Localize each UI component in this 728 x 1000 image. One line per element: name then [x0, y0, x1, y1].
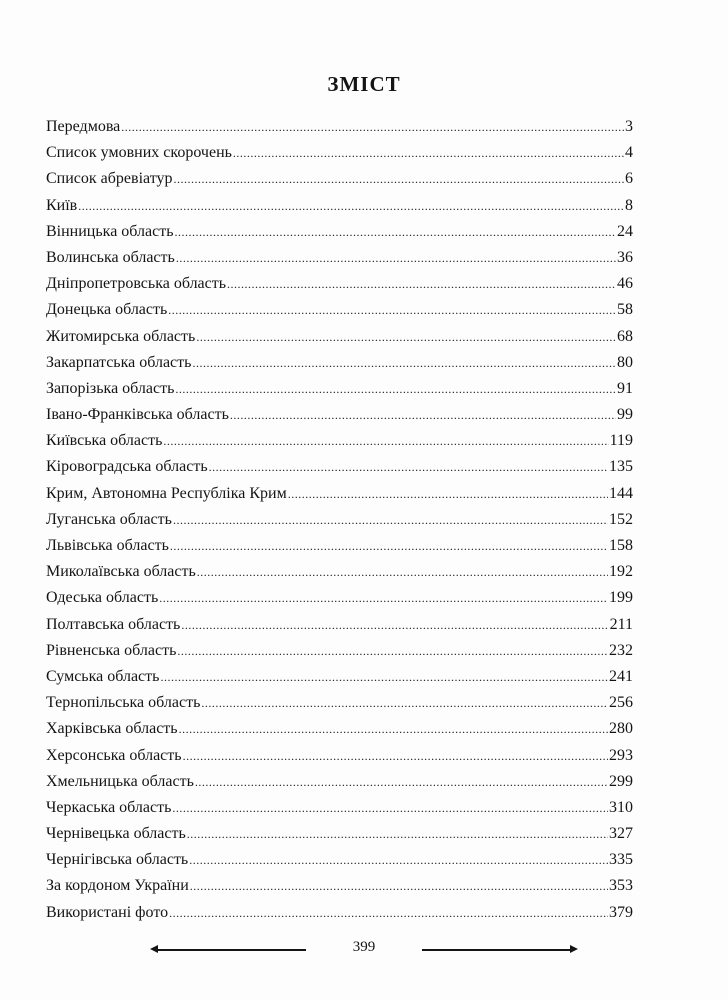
- dot-leader: [168, 297, 616, 323]
- toc-entry-page: 36: [617, 248, 633, 266]
- dot-leader: [169, 900, 608, 926]
- toc-entry-page: 299: [609, 772, 633, 790]
- toc-entry-label: Список умовних скорочень: [46, 144, 232, 162]
- footer-rule-right: [422, 949, 572, 951]
- toc-entry: [46, 769, 633, 795]
- dot-leader: [196, 324, 616, 350]
- toc-entry: [46, 245, 633, 271]
- dot-leader: [230, 402, 616, 428]
- toc-entry: [46, 900, 633, 926]
- toc-entry-label: Донецька область: [46, 301, 168, 319]
- toc-entry-label: Список абревіатур: [46, 170, 173, 188]
- toc-entry-page: 135: [609, 458, 633, 476]
- dot-leader: [183, 743, 608, 769]
- toc-entry-label: Київ: [46, 196, 78, 214]
- toc-entry: [46, 324, 633, 350]
- toc-entry-page: 144: [609, 484, 633, 502]
- toc-entry: [46, 743, 633, 769]
- toc-entry: [46, 481, 633, 507]
- toc-entry-page: 8: [625, 196, 633, 214]
- toc-entry-label: Сумська область: [46, 667, 160, 685]
- dot-leader: [227, 271, 616, 297]
- toc-entry: [46, 297, 633, 323]
- toc-entry: [46, 638, 633, 664]
- toc-entry: [46, 140, 633, 166]
- toc-entry: [46, 428, 633, 454]
- toc-entry: [46, 219, 633, 245]
- toc-entry-label: Одеська область: [46, 589, 159, 607]
- toc-entry-page: 241: [609, 667, 633, 685]
- toc-entry-label: За кордоном України: [46, 877, 189, 895]
- toc-entry-page: 256: [609, 694, 633, 712]
- toc-entry-page: 335: [609, 851, 633, 869]
- toc-entry-page: 4: [625, 144, 633, 162]
- toc-entry: [46, 533, 633, 559]
- toc-entry-label: Запорізька область: [46, 379, 175, 397]
- toc-entry-label: Миколаївська область: [46, 563, 196, 581]
- toc-entry: [46, 690, 633, 716]
- dot-leader: [163, 428, 608, 454]
- toc-entry-label: Крим, Автономна Республіка Крим: [46, 484, 287, 502]
- toc-entry: [46, 612, 633, 638]
- toc-entry-label: Хмельницька область: [46, 772, 194, 790]
- dot-leader: [177, 638, 608, 664]
- toc-entry-page: 3: [625, 118, 633, 135]
- toc-entry: [46, 376, 633, 402]
- toc-entry-label: Черкаська область: [46, 798, 172, 816]
- toc-entry-label: Кіровоградська область: [46, 458, 208, 476]
- dot-leader: [181, 612, 608, 638]
- toc-entry-page: 91: [617, 379, 633, 397]
- toc-entry-page: 46: [617, 275, 633, 293]
- dot-leader: [179, 716, 608, 742]
- dot-leader: [288, 481, 608, 507]
- toc-entry: [46, 821, 633, 847]
- toc-entry-label: Харківська область: [46, 720, 178, 738]
- dot-leader: [190, 873, 608, 899]
- toc-entry-label: Закарпатська область: [46, 353, 192, 371]
- toc-entry: [46, 559, 633, 585]
- dot-leader: [176, 245, 616, 271]
- toc-entry-page: 158: [609, 537, 633, 554]
- dot-leader: [189, 847, 608, 873]
- arrow-right-ornament: [570, 945, 578, 953]
- toc-entry-page: 192: [609, 563, 633, 581]
- toc-entry-page: 310: [609, 798, 633, 816]
- page-title: ЗМІСТ: [327, 72, 401, 96]
- toc-entry: [46, 716, 633, 742]
- toc-entry-page: 211: [609, 615, 633, 633]
- page-footer: [150, 938, 578, 962]
- toc-entry-label: Івано-Франківська область: [46, 406, 229, 424]
- toc-entry: [46, 795, 633, 821]
- dot-leader: [121, 114, 624, 140]
- toc-entry-label: Чернігівська область: [46, 851, 189, 869]
- dot-leader: [78, 193, 624, 219]
- toc-entry-label: Полтавська область: [46, 615, 181, 633]
- toc-entry: [46, 402, 633, 428]
- toc-entry-label: Херсонська область: [46, 746, 182, 764]
- toc-entry: [46, 585, 633, 611]
- toc-entry-page: 379: [609, 903, 633, 921]
- dot-leader: [201, 690, 608, 716]
- toc-entry-page: 327: [609, 825, 633, 843]
- toc-entry: [46, 664, 633, 690]
- toc-entry-page: 99: [617, 406, 633, 424]
- dot-leader: [175, 219, 616, 245]
- dot-leader: [172, 795, 608, 821]
- toc-entry-page: 80: [617, 353, 633, 371]
- toc-entry-page: 280: [609, 720, 633, 738]
- toc-entry: [46, 454, 633, 480]
- dot-leader: [170, 533, 608, 559]
- toc-entry-label: Чернівецька область: [46, 825, 186, 843]
- toc-entry-page: 232: [609, 641, 633, 659]
- dot-leader: [173, 166, 624, 192]
- page-number: 399: [352, 939, 376, 955]
- toc-entry-page: 199: [609, 589, 633, 607]
- toc-entry-page: 293: [609, 746, 633, 764]
- toc-entry-page: 6: [625, 170, 633, 188]
- toc-entry: [46, 193, 633, 219]
- toc-entry: [46, 114, 633, 140]
- toc-entry-label: Вінницька область: [46, 222, 174, 240]
- dot-leader: [233, 140, 624, 166]
- dot-leader: [197, 559, 608, 585]
- toc-entry-label: Волинська область: [46, 248, 175, 266]
- toc-entry: [46, 350, 633, 376]
- dot-leader: [175, 376, 616, 402]
- toc-entry-label: Використані фото: [46, 903, 169, 921]
- dot-leader: [160, 664, 608, 690]
- toc-entry-label: Київська область: [46, 432, 163, 450]
- toc-entry: [46, 507, 633, 533]
- toc-entry-page: 68: [617, 327, 633, 345]
- toc-entry-page: 152: [609, 510, 633, 528]
- toc-entry: [46, 873, 633, 899]
- toc-entry: [46, 847, 633, 873]
- dot-leader: [195, 769, 608, 795]
- dot-leader: [159, 585, 608, 611]
- toc-entry-label: Луганська область: [46, 510, 172, 528]
- dot-leader: [192, 350, 616, 376]
- table-of-contents: [46, 114, 633, 926]
- toc-entry: [46, 271, 633, 297]
- toc-entry-label: Передмова: [46, 118, 121, 135]
- toc-entry-page: 58: [617, 301, 633, 319]
- toc-entry: [46, 166, 633, 192]
- toc-entry-label: Львівська область: [46, 537, 169, 554]
- toc-entry-page: 353: [609, 877, 633, 895]
- toc-entry-label: Тернопільська область: [46, 694, 201, 712]
- toc-entry-label: Житомирська область: [46, 327, 196, 345]
- dot-leader: [187, 821, 608, 847]
- toc-entry-page: 119: [609, 432, 633, 450]
- dot-leader: [173, 507, 608, 533]
- toc-entry-page: 24: [617, 222, 633, 240]
- toc-entry-label: Дніпропетровська область: [46, 275, 227, 293]
- dot-leader: [209, 454, 608, 480]
- toc-entry-label: Рівненська область: [46, 641, 177, 659]
